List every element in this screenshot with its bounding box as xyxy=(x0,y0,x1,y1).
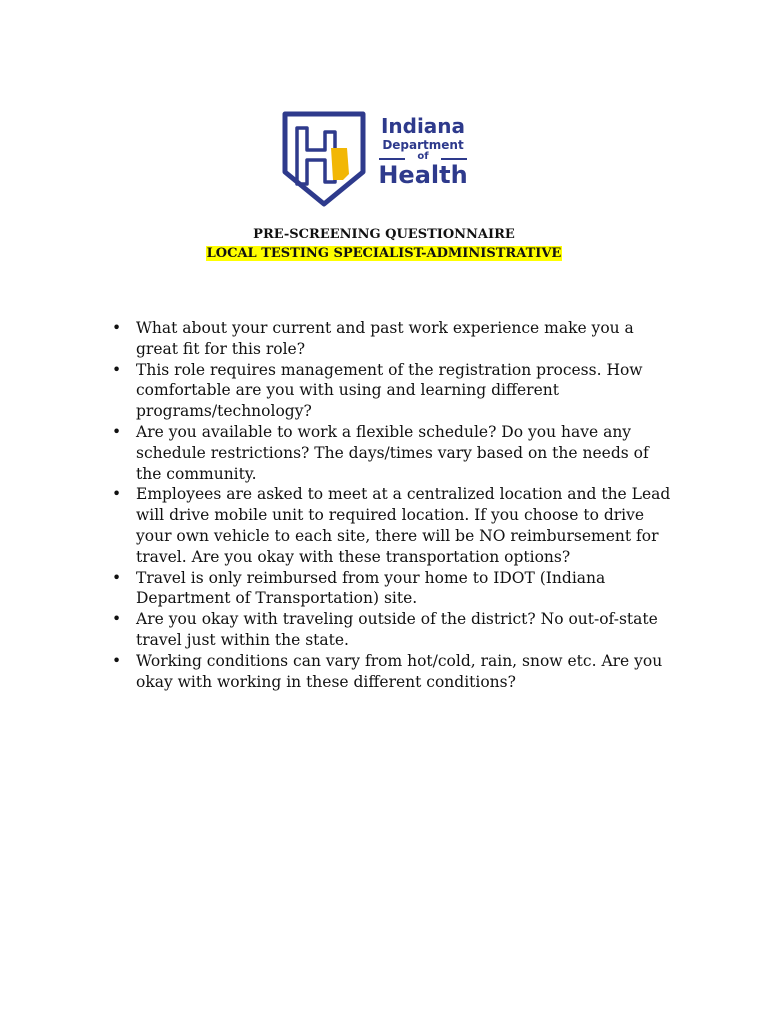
list-item xyxy=(108,360,678,422)
question-text: Are you okay with traveling outside of the district? No out-of-state travel just within the state. xyxy=(136,610,658,649)
list-item xyxy=(108,422,678,484)
question-text: Working conditions can vary from hot/cold, rain, snow etc. Are you okay with working in these different conditions? xyxy=(136,651,663,691)
bullet-icon: • xyxy=(112,568,122,587)
document-title: PRE-SCREENING QUESTIONNAIRE xyxy=(253,227,515,242)
list-item xyxy=(108,568,678,610)
indiana-department-of-health-logo xyxy=(281,110,471,210)
question-text: Employees are asked to meet at a centralized location and the Lead will drive mobile unit to required location. If you choose to drive your own vehicle to each site, there will be NO reimbursement for travel. Are you okay with these transportation options? xyxy=(136,485,671,566)
list-item xyxy=(108,651,678,693)
document-subtitle-line xyxy=(0,244,768,263)
document-heading xyxy=(0,225,768,263)
health-shield-icon xyxy=(281,110,367,208)
question-text: This role requires management of the registration process. How comfortable are you with using and learning different programs/technology? xyxy=(136,360,643,421)
bullet-icon: • xyxy=(112,610,122,629)
bullet-icon: • xyxy=(112,319,122,337)
logo-line-health: Health xyxy=(378,161,468,189)
question-text: Are you available to work a flexible schedule? Do you have any schedule restrictions? The days/times vary based on the needs of the community. xyxy=(136,422,649,483)
logo-wordmark xyxy=(373,116,473,187)
list-item xyxy=(108,609,678,651)
logo-line-indiana: Indiana xyxy=(380,114,466,138)
bullet-icon: • xyxy=(112,422,122,441)
bullet-icon: • xyxy=(112,651,122,670)
document-subtitle: LOCAL TESTING SPECIALIST-ADMINISTRATIVE xyxy=(206,246,562,261)
question-text: What about your current and past work experience make you a great fit for this role? xyxy=(136,319,634,358)
question-text: Travel is only reimbursed from your home to IDOT (Indiana Department of Transportation) site. xyxy=(136,568,606,608)
list-item xyxy=(108,484,678,567)
question-list xyxy=(108,318,678,692)
logo-line-department: Department xyxy=(382,138,464,152)
list-item xyxy=(108,318,678,360)
bullet-icon: • xyxy=(112,485,122,504)
bullet-icon: • xyxy=(112,360,122,379)
logo-line-of: of xyxy=(373,152,473,162)
